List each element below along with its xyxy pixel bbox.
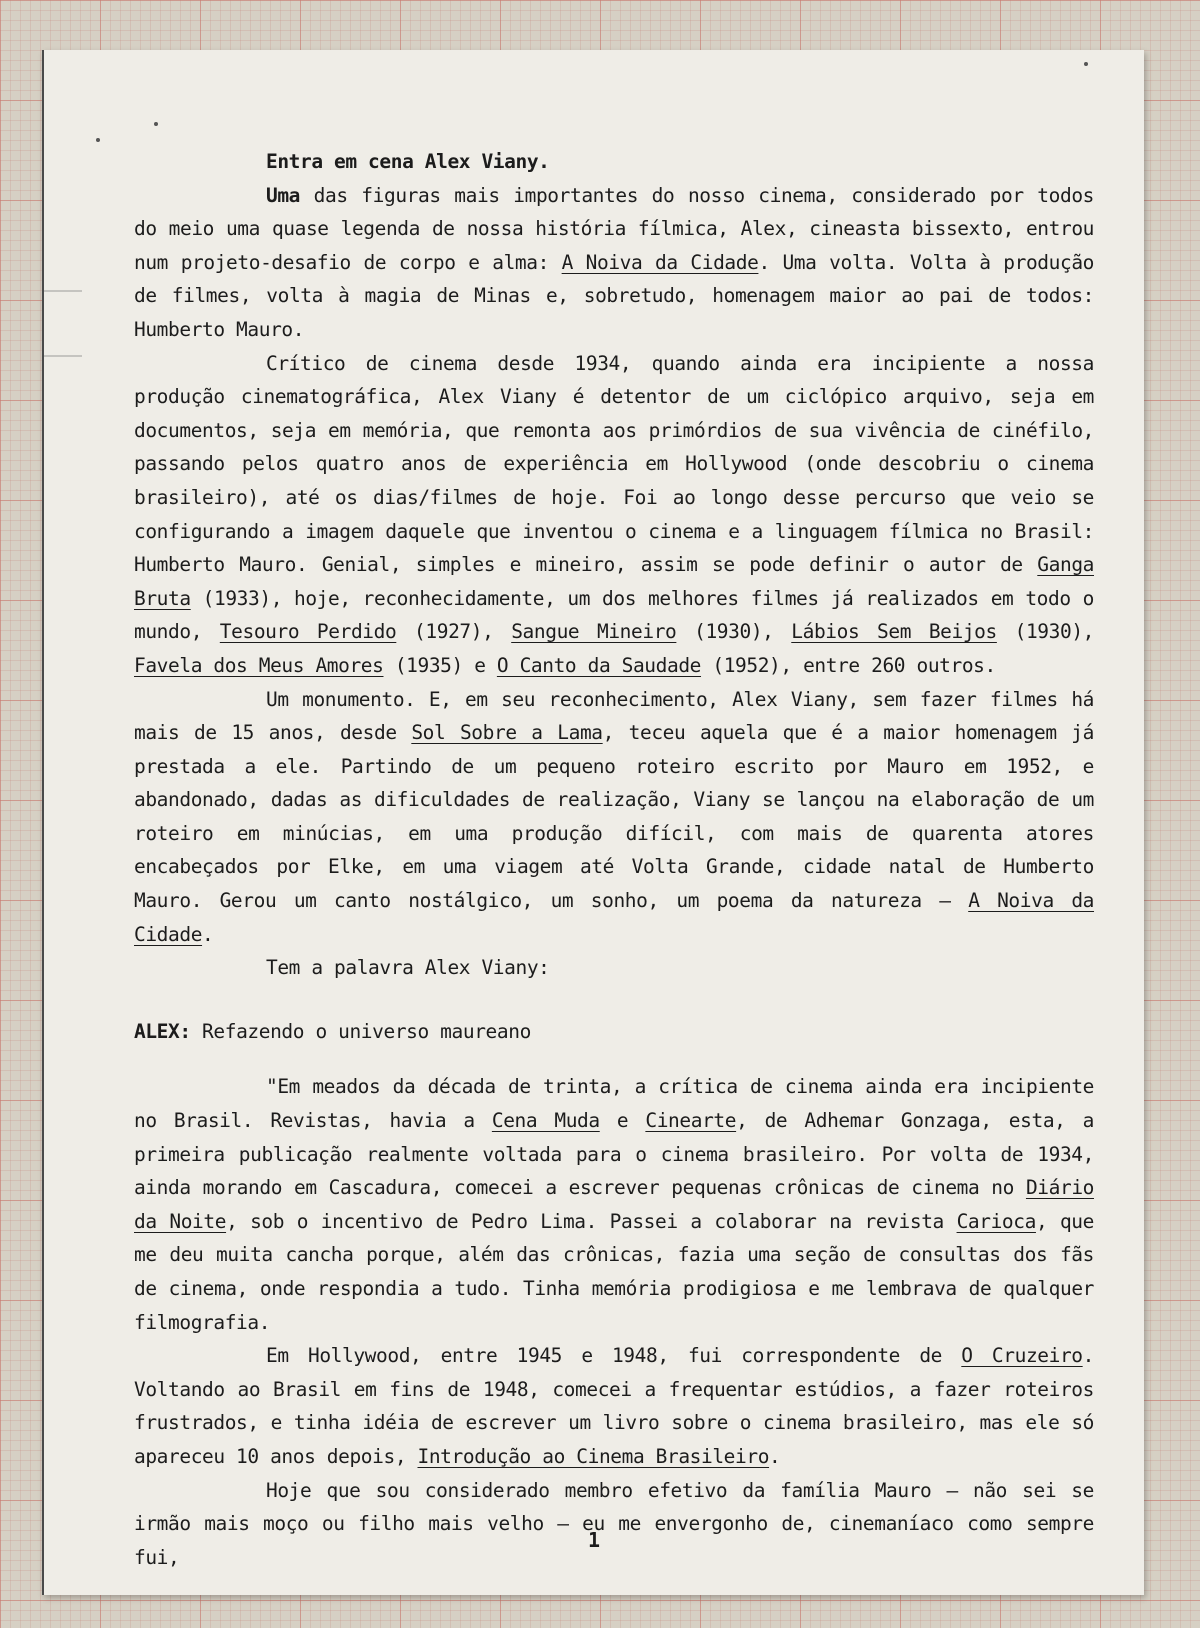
text-run: (1930), (996, 620, 1095, 644)
text-run: Um monumento. E, em seu reconhecimento, Alex Viany, sem fazer filmes há mais de 15 anos, desde (134, 687, 1094, 745)
paper-speck (96, 138, 100, 142)
film-title: A Noiva da Cidade (134, 889, 1095, 946)
film-title: Sol Sobre a Lama (411, 721, 603, 745)
paragraph-handover: Tem a palavra Alex Viany: (266, 956, 550, 980)
paragraph-critic (134, 347, 1094, 683)
margin-mark (44, 355, 82, 357)
text-run: (1933), hoje, reconhecidamente, um dos melhores filmes já realizados em todo o mundo, (134, 586, 1094, 644)
film-title: Ganga Bruta (134, 553, 1094, 610)
quote-paragraph-2 (134, 1339, 1094, 1473)
text-run: Em Hollywood, entre 1945 e 1948, fui correspondente de (266, 1344, 962, 1368)
intro-heading: Entra em cena Alex Viany. (266, 150, 550, 173)
text-run: , de Adhemar Gonzaga, esta, a primeira publicação realmente voltada para o cinema brasileiro. Por volta de 1934, ainda morando em Cascadura, comecei a escrever pequenas crônicas de cinema no (134, 1109, 1094, 1200)
text-run: e (599, 1109, 646, 1133)
lead-word: Uma (266, 183, 301, 207)
film-title: A Noiva da Cidade (561, 250, 759, 274)
text-run: das figuras mais importantes do nosso cinema, considerado por todos do meio uma quase legenda de nossa história fílmica, Alex, cineasta bissexto, entrou num projeto-desafio de corpo e alma: (134, 183, 1094, 274)
text-run: , teceu aquela que é a maior homenagem já prestada a ele. Partindo de um pequeno roteiro escrito por Mauro em 1952, e abandonado, dadas as dificuldades de realização, Viany se lançou na elaboração de um roteiro em minúcias, em uma produção difícil, com mais de quarenta atores encabeçados por Elke, em uma viagem até Volta Grande, cidade natal de Humberto Mauro. Gerou um canto nostálgico, um sonho, um poema da natureza — (134, 721, 1094, 913)
section-title: Refazendo o universo maureano (190, 1019, 531, 1043)
text-run: (1935) e (383, 653, 497, 677)
text-run: Crítico de cinema desde 1934, quando ainda era incipiente a nossa produção cinematográfica, Alex Viany é detentor de um ciclópico arquivo, seja em documentos, seja em memória, que remonta aos primórdios de sua vivência de cinéfilo, passando pelos quatro anos de experiência em Hollywood (onde descobriu o cinema brasileiro), até os dias/filmes de hoje. Foi ao longo desse percurso que veio se configurando a imagem daquele que inventou o cinema e a linguagem fílmica no Brasil: Humberto Mauro. Genial, simples e mineiro, assim se pode definir o autor de (134, 351, 1094, 577)
text-run: (1930), (676, 620, 792, 644)
magazine-title: Cena Muda (491, 1109, 600, 1133)
document-body (134, 145, 1094, 1574)
margin-mark (44, 290, 82, 292)
text-run: . Uma volta. Volta à produção de filmes, volta à magia de Minas e, sobretudo, homenagem maior ao pai de todos: Humberto Mauro. (134, 250, 1094, 341)
film-title: Tesouro Perdido (219, 620, 397, 644)
quote-paragraph-1 (134, 1070, 1094, 1339)
paper-speck (154, 122, 158, 126)
newspaper-title: Diário da Noite (134, 1176, 1094, 1233)
film-title: O Canto da Saudade (496, 653, 702, 677)
magazine-title: Cinearte (645, 1109, 737, 1133)
text-run: . (769, 1444, 781, 1468)
section-heading (134, 1015, 1094, 1049)
film-title: Lábios Sem Beijos (791, 620, 997, 644)
spacer (134, 985, 1094, 1015)
text-run: "Em meados da década de trinta, a crítica de cinema ainda era incipiente no Brasil. Revistas, havia a (134, 1075, 1094, 1133)
paper-speck (1084, 62, 1088, 66)
quote-paragraph-3: Hoje que sou considerado membro efetivo da família Mauro — não sei se irmão mais moço ou filho mais velho — eu me envergonho de, cinemaníaco como sempre fui, (134, 1478, 1094, 1569)
text-run: (1927), (396, 620, 512, 644)
magazine-title: Carioca (956, 1209, 1036, 1233)
text-run: . (202, 922, 214, 946)
magazine-title: O Cruzeiro (961, 1344, 1083, 1368)
paragraph-monument (134, 683, 1094, 952)
film-title: Favela dos Meus Amores (134, 653, 384, 677)
text-run: , sob o incentivo de Pedro Lima. Passei a colaborar na revista (226, 1209, 957, 1233)
typed-page (42, 50, 1144, 1595)
book-title: Introdução ao Cinema Brasileiro (417, 1444, 770, 1468)
text-run: (1952), entre 260 outros. (701, 653, 996, 677)
paragraph-intro (134, 179, 1094, 347)
spacer (134, 1048, 1094, 1070)
page-number: 1 (587, 1528, 601, 1552)
text-run: . Voltando ao Brasil em fins de 1948, comecei a frequentar estúdios, a fazer roteiros frustrados, e tinha idéia de escrever um livro sobre o cinema brasileiro, mas ele só apareceu 10 anos depois, (134, 1344, 1094, 1468)
film-title: Sangue Mineiro (511, 620, 677, 644)
section-label: ALEX: (134, 1019, 191, 1043)
text-run: , que me deu muita cancha porque, além das crônicas, fazia uma seção de consultas dos fãs de cinema, onde respondia a tudo. Tinha memória prodigiosa e me lembrava de qualquer filmografia. (134, 1209, 1094, 1334)
